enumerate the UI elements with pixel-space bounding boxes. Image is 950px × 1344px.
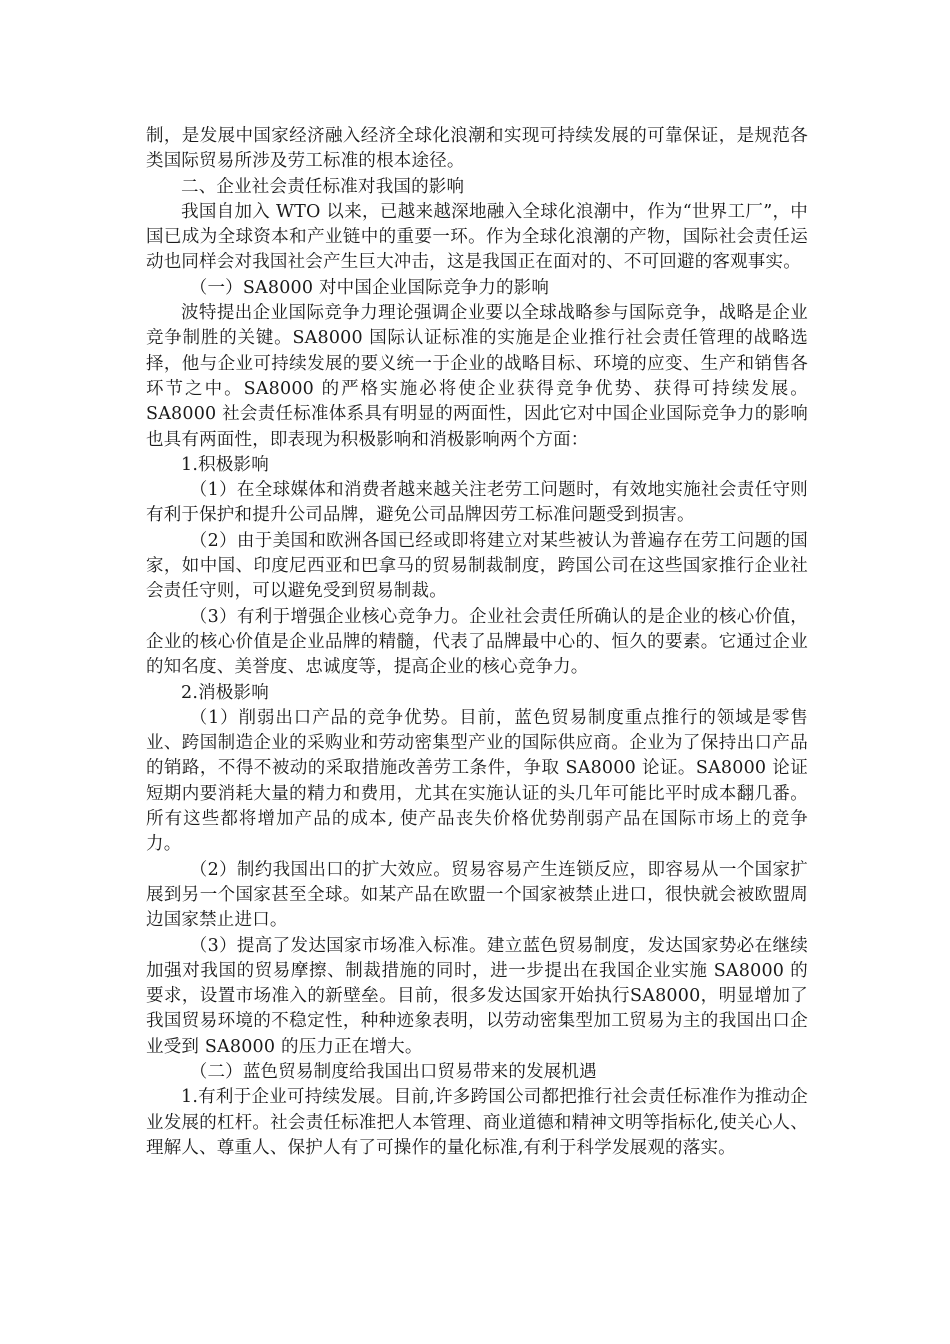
paragraph-opportunity-1: 1.有利于企业可持续发展。目前,许多跨国公司都把推行社会责任标准作为推动企业发展的杠杆。社会责任标准把人本管理、商业道德和精神文明等指标化,使关心人、理解人、尊重人、保护人有了可操作的量化标准,有利于科学发展观的落实。 <box>146 1087 808 1158</box>
subsection-heading-2: （二）蓝色贸易制度给我国出口贸易带来的发展机遇 <box>189 1061 597 1082</box>
list-item-negative-3: （3）提高了发达国家市场准入标准。建立蓝色贸易制度，发达国家势必在继续加强对我国的贸易摩擦、制裁措施的同时，进一步提出在我国企业实施 SA8000 的要求，设置市场准入的新壁垒。目前，很多发达国家开始执行SA8000，明显增加了我国贸易环境的不稳定性，种种迹象表明，以劳动密集型加工贸易为主的我国出口企业受到 SA8000 的压力正在增大。 <box>146 935 808 1057</box>
section-heading-2: 二、企业社会责任标准对我国的影响 <box>181 176 465 197</box>
heading-negative-impact: 2.消极影响 <box>181 682 269 703</box>
subsection-heading-1: （一）SA8000 对中国企业国际竞争力的影响 <box>189 277 550 298</box>
paragraph-wto: 我国自加入 WTO 以来，已越来越深地融入全球化浪潮中，作为“世界工厂”，中国已成为全球资本和产业链中的重要一环。作为全球化浪潮的产物，国际社会责任运动也同样会对我国社会产生巨大冲击，这是我国正在面对的、不可回避的客观事实。 <box>146 201 808 273</box>
paragraph-continuation: 制，是发展中国家经济融入经济全球化浪潮和实现可持续发展的可靠保证，是规范各类国际贸易所涉及劳工标准的根本途径。 <box>146 126 808 172</box>
list-item-negative-1: （1）削弱出口产品的竞争优势。目前，蓝色贸易制度重点推行的领域是零售业、跨国制造企业的采购业和劳动密集型产业的国际供应商。企业为了保持出口产品的销路，不得不被动的采取措施改善劳工条件，争取 SA8000 论证。SA8000 论证短期内要消耗大量的精力和费用，尤其在实施认证的头几年可能比平时成本翻几番。所有这些都将增加产品的成本, 使产品丧失价格优势削弱产品在国际市场上的竞争力。 <box>146 707 808 855</box>
heading-positive-impact: 1.积极影响 <box>181 454 269 475</box>
list-item-positive-2: （2）由于美国和欧洲各国已经或即将建立对某些被认为普遍存在劳工问题的国家，如中国、印度尼西亚和巴拿马的贸易制裁制度，跨国公司在这些国家推行企业社会责任守则，可以避免受到贸易制裁。 <box>146 530 808 602</box>
list-item-positive-1: （1）在全球媒体和消费者越来越关注老劳工问题时，有效地实施社会责任守则有利于保护和提升公司品牌，避免公司品牌因劳工标准问题受到损害。 <box>146 480 808 526</box>
document-page <box>146 124 808 1161</box>
list-item-positive-3: （3）有利于增强企业核心竞争力。企业社会责任所确认的是企业的核心价值，企业的核心价值是企业品牌的精髓，代表了品牌最中心的、恒久的要素。它通过企业的知名度、美誉度、忠诚度等，提高企业的核心竞争力。 <box>146 606 808 678</box>
list-item-negative-2: （2）制约我国出口的扩大效应。贸易容易产生连锁反应，即容易从一个国家扩展到另一个国家甚至全球。如某产品在欧盟一个国家被禁止进口，很快就会被欧盟周边国家禁止进口。 <box>146 859 808 931</box>
paragraph-porter: 波特提出企业国际竞争力理论强调企业要以全球战略参与国际竞争，战略是企业竞争制胜的关键。SA8000 国际认证标准的实施是企业推行社会责任管理的战略选择，他与企业可持续发展的要义统一于企业的战略目标、环境的应变、生产和销售各环节之中。SA8000 的严格实施必将使企业获得竞争优势、获得可持续发展。SA8000 社会责任标准体系具有明显的两面性，因此它对中国企业国际竞争力的影响也具有两面性，即表现为积极影响和消极影响两个方面： <box>146 303 808 450</box>
